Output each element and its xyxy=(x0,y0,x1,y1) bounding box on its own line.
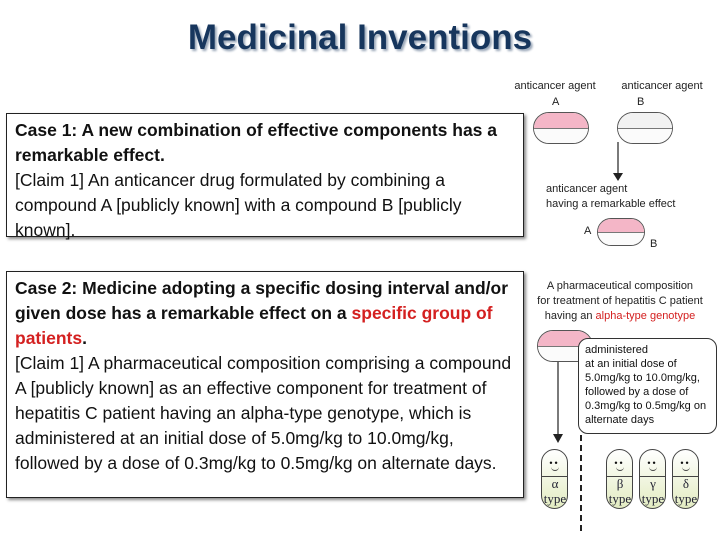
case2-claim: [Claim 1] A pharmaceutical composition comprising a compound A [publicly known] as an effective component for treatment of hepatitis C patient having an alpha-type genotype, which is administered at an initial dose of 5.0mg/kg to 10.0mg/kg, followed by a dose of 0.3mg/kg to 0.5mg/kg on alternate days. xyxy=(15,353,512,473)
case1-heading: Case 1: A new combination of effective components has a remarkable effect. xyxy=(15,120,498,165)
patient-alpha-greek: α xyxy=(551,476,559,491)
case2-heading-highlight: specific group of patients xyxy=(15,303,493,348)
bubble-body: at an initial dose of 5.0mg/kg to 10.0mg/kg, followed by a dose of 0.3mg/kg to 0.5mg/kg on alternate days xyxy=(585,358,707,426)
patient-beta-type: type xyxy=(608,491,632,506)
patient-alpha-type: type xyxy=(543,491,567,506)
case2-heading: Case 2: Medicine adopting a specific dosing interval and/or given dose has a remarkable effect on a xyxy=(15,278,509,323)
composition-line3-prefix: having an xyxy=(544,310,596,322)
combo-capsule-icon xyxy=(597,218,645,246)
arrow-down-patient-icon xyxy=(550,362,566,444)
case2-box xyxy=(6,271,524,498)
divider-line xyxy=(578,435,584,535)
composition-line2: for treatment of hepatitis C patient xyxy=(537,295,703,307)
bubble-head: administered xyxy=(585,344,648,356)
composition-line3-highlight: alpha-type genotype xyxy=(595,310,696,322)
result-line1: anticancer agent xyxy=(546,183,628,195)
arrow-down-icon xyxy=(610,142,626,182)
patient-delta-type: type xyxy=(674,491,698,506)
patient-gamma-icon: •• xyxy=(639,449,666,509)
patient-delta-greek: δ xyxy=(682,476,690,491)
agent-b-letter: B xyxy=(637,96,645,108)
agent-a-label: anticancer agent xyxy=(514,80,596,92)
patient-alpha-icon: •• xyxy=(541,449,568,509)
page-title: Medicinal Inventions xyxy=(187,18,533,57)
agent-b-label: anticancer agent xyxy=(621,80,703,92)
patient-gamma-greek: γ xyxy=(650,476,656,491)
case1-box xyxy=(6,113,524,240)
patient-beta-greek: β xyxy=(616,476,624,491)
case1-claim: [Claim 1] An anticancer drug formulated by combining a compound A [publicly known] with a compound B [publicly known]. xyxy=(15,170,462,240)
patient-delta-icon: •• xyxy=(672,449,699,509)
composition-line3 xyxy=(522,310,718,322)
capsule-a-icon xyxy=(533,112,589,144)
combo-b-letter: B xyxy=(650,238,658,250)
result-line2: having a remarkable effect xyxy=(546,198,676,210)
capsule-b-icon xyxy=(617,112,673,144)
case2-heading-end: . xyxy=(82,328,87,348)
composition-line1: A pharmaceutical composition xyxy=(546,280,694,292)
combo-a-letter: A xyxy=(584,225,592,237)
patient-beta-icon: •• xyxy=(606,449,633,509)
dosing-bubble xyxy=(578,338,717,434)
agent-a-letter: A xyxy=(552,96,560,108)
patient-gamma-type: type xyxy=(641,491,665,506)
